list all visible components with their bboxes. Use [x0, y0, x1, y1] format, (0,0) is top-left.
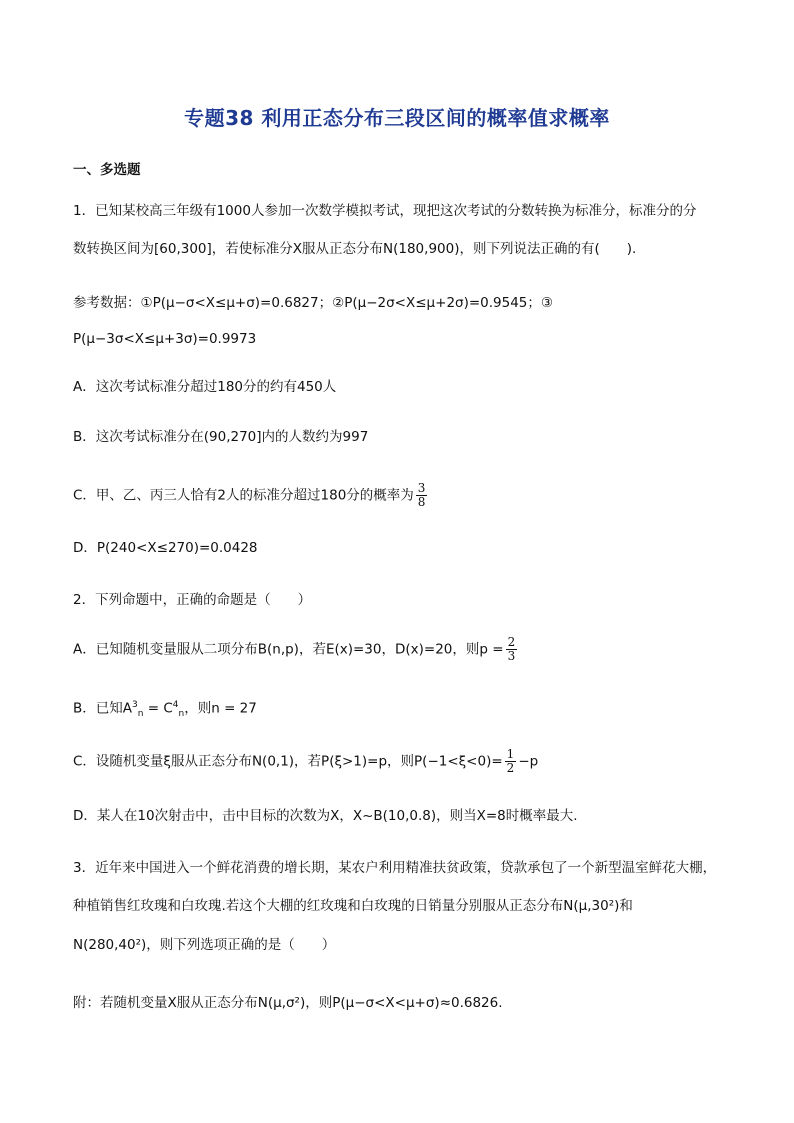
q2-option-a-text: A．已知随机变量服从二项分布B(n,p)，若E(x)=30，D(x)=20，则p = [73, 641, 504, 658]
q2-option-b-text: B．已知A [73, 700, 132, 717]
q3-stem-line1: 3．近年来中国进入一个鲜花消费的增长期，某农户利用精准扶贫政策，贷款承包了一个新型温室鲜花大棚， [73, 860, 717, 876]
q1-option-a: A．这次考试标准分超过180分的约有450人 [73, 379, 337, 395]
q1-stem-line1: 1．已知某校高三年级有1000人参加一次数学模拟考试，现把这次考试的分数转换为标准分，标准分的分 [73, 203, 697, 219]
q1-reference-data-line2: P(μ−3σ<X≤μ+3σ)=0.9973 [73, 331, 257, 347]
q2-option-b-sub2: n [178, 709, 185, 720]
q3-stem-line3: N(280,40²)，则下列选项正确的是（ ） [73, 937, 336, 953]
fraction-denominator: 3 [507, 649, 516, 663]
q1-option-c [73, 482, 429, 509]
q1-stem-line2: 数转换区间为[60,300]，若使标准分X服从正态分布N(180,900)，则下列说法正确的有( ). [73, 241, 637, 257]
q2-stem: 2．下列命题中，正确的命题是（ ） [73, 592, 312, 608]
q2-option-a-fraction [506, 636, 518, 663]
fraction-denominator: 2 [506, 761, 515, 775]
q3-stem-line2: 种植销售红玫瑰和白玫瑰.若这个大棚的红玫瑰和白玫瑰的日销量分别服从正态分布N(μ,30²)和 [73, 898, 633, 914]
q2-option-a [73, 636, 519, 663]
q1-option-d: D．P(240<X≤270)=0.0428 [73, 540, 258, 556]
page-title: 专题38 利用正态分布三段区间的概率值求概率 [184, 106, 610, 130]
fraction-numerator: 3 [417, 481, 426, 495]
q2-option-c [73, 748, 538, 775]
section-heading: 一、多选题 [73, 162, 141, 178]
q2-option-c-text: C．设随机变量ξ服从正态分布N(0,1)，若P(ξ>1)=p，则P(−1<ξ<0)= [73, 753, 503, 770]
q2-option-c-end: −p [518, 753, 539, 770]
fraction-denominator: 8 [417, 495, 426, 509]
q2-option-b-end: ，则n = 27 [184, 700, 257, 717]
q2-option-b [73, 695, 257, 724]
q1-option-c-text: C．甲、乙、丙三人恰有2人的标准分超过180分的概率为 [73, 487, 414, 504]
fraction-numerator: 1 [506, 747, 515, 761]
q3-appendix-note: 附：若随机变量X服从正态分布N(μ,σ²)，则P(μ−σ<X<μ+σ)≈0.6826. [73, 995, 503, 1011]
q2-option-d: D．某人在10次射击中，击中目标的次数为X，X~B(10,0.8)，则当X=8时概率最大. [73, 808, 578, 824]
q2-option-b-sub: n [137, 709, 144, 720]
q2-option-b-sup2: 4 [172, 700, 179, 710]
q2-option-b-sup: 3 [132, 700, 138, 710]
q2-option-b-mid: = C [143, 700, 173, 717]
q1-option-c-fraction [416, 482, 428, 509]
fraction-numerator: 2 [507, 635, 516, 649]
q2-option-c-fraction [505, 748, 517, 775]
q1-reference-data-line1: 参考数据：①P(μ−σ<X≤μ+σ)=0.6827；②P(μ−2σ<X≤μ+2σ)=0.9545；③ [73, 295, 554, 311]
q1-option-b: B．这次考试标准分在(90,270]内的人数约为997 [73, 429, 369, 445]
